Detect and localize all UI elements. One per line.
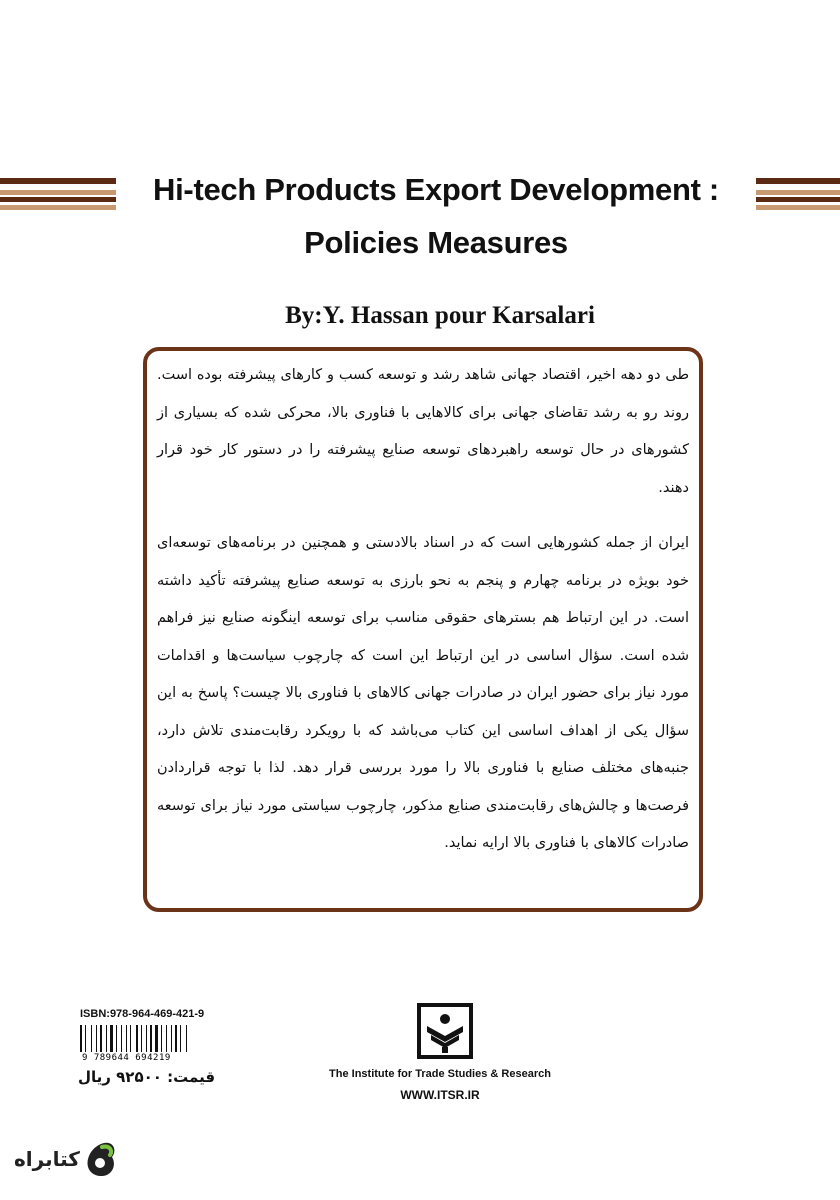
left-decorative-stripes [0, 178, 116, 210]
book-title-line-2: Policies Measures [304, 225, 568, 260]
abstract-paragraph-1: طی دو دهه اخیر، اقتصاد جهانی شاهد رشد و توسعه کسب و کارهای پیشرفته بوده است. روند رو به رشد تقاضای جهانی برای کالاهایی با فناوری بالا، محرکی شده که بسیاری از کشورهای در حال توسعه راهبردهای توسعه صنایع پیشرفته را در دستور کار خود قرار دهند. [157, 367, 689, 496]
isbn-label: ISBN:978-964-469-421-9 [80, 1008, 205, 1020]
publisher-logo [14, 1137, 118, 1181]
author-line: By:Y. Hassan pour Karsalari [285, 302, 595, 329]
price-label: قیمت: ۹۲۵۰۰ ریال [78, 1068, 216, 1086]
publisher-logo-text: کتابراه [14, 1147, 80, 1171]
abstract-box [143, 347, 703, 912]
institute-name: The Institute for Trade Studies & Research [329, 1068, 551, 1080]
book-title-line-1: Hi-tech Products Export Development : [153, 172, 719, 207]
publisher-leaf-icon [84, 1139, 118, 1179]
institute-logo-icon [416, 1002, 474, 1060]
barcode-digits: 9 789644 694219 [80, 1052, 198, 1064]
institute-website: WWW.ITSR.IR [400, 1088, 480, 1102]
abstract-paragraph-2: ایران از جمله کشورهایی است که در اسناد بالادستی و همچنین در برنامه‌های توسعه‌ای خود بویژه در برنامه چهارم و پنجم به نحو بارزی به توسعه صنایع پیشرفته تأکید داشته است. در این ارتباط هم بسترهای حقوقی مناسب برای توسعه اینگونه صنایع نیز فراهم شده است. سؤال اساسی در این ارتباط این است که چارچوب سیاست‌ها و اقدامات مورد نیاز برای حضور ایران در صادرات جهانی کالاهای با فناوری بالا چیست؟ پاسخ به این سؤال یکی از اهداف اساسی این کتاب می‌باشد که با رویکرد رقابت‌مندی تلاش دارد، جنبه‌های مختلف صنایع با فناوری بالا را مورد بررسی قرار دهد. لذا با توجه قراردادن فرصت‌ها و چالش‌های رقابت‌مندی صنایع مذکور، چارچوب سیاستی مورد نیاز برای توسعه صادرات کالاهای با فناوری بالا ارایه نماید. [157, 535, 689, 851]
right-decorative-stripes [756, 178, 840, 210]
